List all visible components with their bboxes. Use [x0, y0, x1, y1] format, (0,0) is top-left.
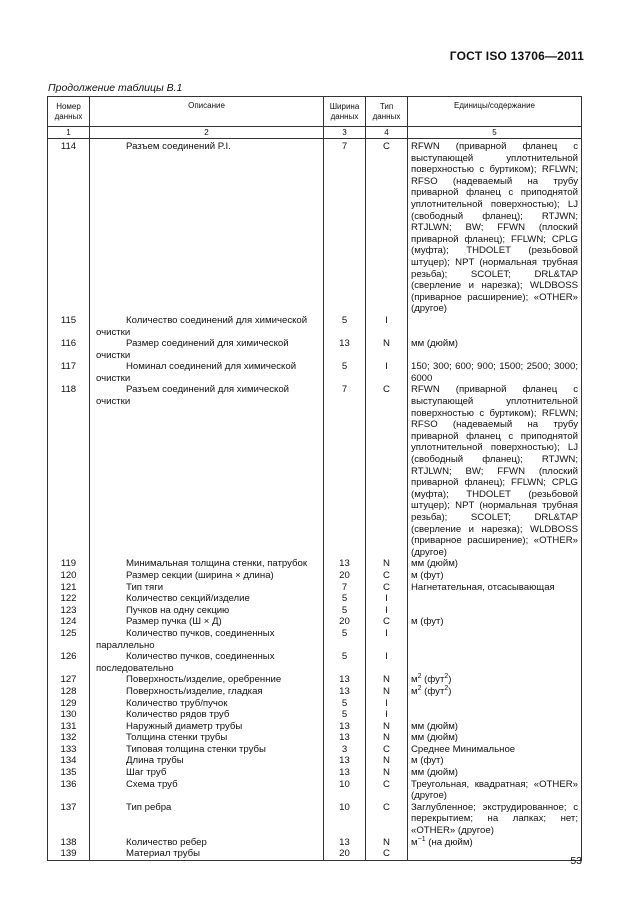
row-type: C	[366, 616, 408, 628]
row-type: N	[366, 721, 408, 733]
row-type: N	[366, 674, 408, 686]
row-description: Разъем соединений для химической очистки	[90, 384, 324, 558]
row-width: 7	[324, 384, 366, 558]
table-row	[48, 384, 582, 558]
row-number: 132	[48, 732, 90, 744]
row-type: C	[366, 582, 408, 594]
row-type: I	[366, 361, 408, 384]
row-type: I	[366, 605, 408, 617]
table-row	[48, 732, 582, 744]
row-width: 10	[324, 802, 366, 837]
table-row	[48, 651, 582, 674]
row-width: 13	[324, 558, 366, 570]
col-number: 2	[90, 127, 324, 139]
col-header-desc: Описание	[90, 97, 324, 127]
col-number: 1	[48, 127, 90, 139]
row-units: Заглубленное; экструдированное; с перекрытием; на лапках; нет; «OTHER» (другое)	[408, 802, 582, 837]
row-type: C	[366, 802, 408, 837]
row-width: 13	[324, 767, 366, 779]
row-width: 13	[324, 755, 366, 767]
row-type: I	[366, 698, 408, 710]
row-units	[408, 651, 582, 674]
table-row	[48, 767, 582, 779]
table-row	[48, 698, 582, 710]
row-type: I	[366, 628, 408, 651]
row-width: 5	[324, 361, 366, 384]
row-description: Наружный диаметр трубы	[90, 721, 324, 733]
row-width: 13	[324, 338, 366, 361]
row-width: 5	[324, 709, 366, 721]
row-width: 7	[324, 139, 366, 315]
col-number: 5	[408, 127, 582, 139]
row-type: C	[366, 744, 408, 756]
row-number: 129	[48, 698, 90, 710]
table-row	[48, 744, 582, 756]
row-description: Пучков на одну секцию	[90, 605, 324, 617]
row-description: Количество секций/изделие	[90, 593, 324, 605]
row-units: м (фут)	[408, 755, 582, 767]
row-number: 134	[48, 755, 90, 767]
row-description: Количество ребер	[90, 837, 324, 849]
row-number: 125	[48, 628, 90, 651]
row-description: Шаг труб	[90, 767, 324, 779]
row-description: Минимальная толщина стенки, патрубок	[90, 558, 324, 570]
standard-designation: ГОСТ ISO 13706—2011	[449, 49, 584, 63]
row-description: Номинал соединений для химической очистки	[90, 361, 324, 384]
row-units: $м^2$ (фут$^2$)	[408, 674, 582, 686]
row-width: 10	[324, 779, 366, 802]
row-description: Количество труб/пучок	[90, 698, 324, 710]
table-body	[48, 139, 582, 861]
table-row	[48, 709, 582, 721]
col-number: 3	[324, 127, 366, 139]
row-number: 114	[48, 139, 90, 315]
row-description: Количество соединений для химической очистки	[90, 315, 324, 338]
row-width: 13	[324, 686, 366, 698]
table-row	[48, 848, 582, 860]
row-units	[408, 315, 582, 338]
row-units: Треугольная, квадратная; «OTHER» (другое)	[408, 779, 582, 802]
page-number: 53	[570, 855, 582, 867]
row-units: 150; 300; 600; 900; 1500; 2500; 3000; 6000	[408, 361, 582, 384]
row-description: Количество пучков, соединенных параллельно	[90, 628, 324, 651]
row-description: Количество пучков, соединенных последовательно	[90, 651, 324, 674]
row-width: 7	[324, 582, 366, 594]
col-header-units: Единицы/содержание	[408, 97, 582, 127]
row-number: 119	[48, 558, 90, 570]
row-number: 116	[48, 338, 90, 361]
table-row	[48, 315, 582, 338]
row-type: N	[366, 732, 408, 744]
row-units: $м^{-1}$ (на дюйм)	[408, 837, 582, 849]
row-type: I	[366, 709, 408, 721]
table-row	[48, 605, 582, 617]
row-description: Тип тяги	[90, 582, 324, 594]
row-width: 5	[324, 651, 366, 674]
table-row	[48, 558, 582, 570]
row-units	[408, 709, 582, 721]
row-description: Материал трубы	[90, 848, 324, 860]
table-row	[48, 593, 582, 605]
table-row	[48, 139, 582, 315]
row-width: 5	[324, 315, 366, 338]
row-number: 126	[48, 651, 90, 674]
row-width: 5	[324, 593, 366, 605]
row-description: Схема труб	[90, 779, 324, 802]
row-number: 120	[48, 570, 90, 582]
col-header-width: Ширина данных	[324, 97, 366, 127]
data-table	[47, 96, 582, 861]
table-row	[48, 582, 582, 594]
row-number: 131	[48, 721, 90, 733]
row-description: Количество рядов труб	[90, 709, 324, 721]
row-number: 139	[48, 848, 90, 860]
row-type: I	[366, 593, 408, 605]
row-number: 115	[48, 315, 90, 338]
table-row	[48, 755, 582, 767]
row-units: мм (дюйм)	[408, 338, 582, 361]
row-type: I	[366, 315, 408, 338]
row-width: 13	[324, 721, 366, 733]
row-units: $м^2$ (фут$^2$)	[408, 686, 582, 698]
row-width: 3	[324, 744, 366, 756]
row-units: м (фут)	[408, 616, 582, 628]
row-number: 128	[48, 686, 90, 698]
row-units: мм (дюйм)	[408, 732, 582, 744]
row-number: 123	[48, 605, 90, 617]
row-units: мм (дюйм)	[408, 767, 582, 779]
row-type: C	[366, 570, 408, 582]
row-description: Длина трубы	[90, 755, 324, 767]
row-description: Тип ребра	[90, 802, 324, 837]
row-units	[408, 848, 582, 860]
table-row	[48, 361, 582, 384]
row-units: Нагнетательная, отсасывающая	[408, 582, 582, 594]
row-units: мм (дюйм)	[408, 558, 582, 570]
row-width: 13	[324, 732, 366, 744]
row-number: 118	[48, 384, 90, 558]
row-width: 20	[324, 616, 366, 628]
row-number: 127	[48, 674, 90, 686]
row-units: м (фут)	[408, 570, 582, 582]
row-width: 5	[324, 605, 366, 617]
row-units: RFWN (приварной фланец с выступающей уплотнительной поверхностью с буртиком); RFLWN; RFSO (надеваемый на трубу приварной фланец с приподнятой уплотнительной поверхностью); LJ (свободный фланец); RTJWN; RTJLWN; BW; FFWN (плоский приварной фланец); FFLWN; CPLG (муфта); THDOLET (резьбовой штуцер); NPT (нормальная трубная резьба); SCOLET; DRL&TAP (сверление и нарезка); WLDBOSS (приварное расширение); «OTHER» (другое)	[408, 139, 582, 315]
table-row	[48, 674, 582, 686]
table-caption: Продолжение таблицы В.1	[48, 82, 183, 94]
table-row	[48, 628, 582, 651]
table-row	[48, 570, 582, 582]
row-units	[408, 593, 582, 605]
table-row	[48, 616, 582, 628]
row-type: N	[366, 767, 408, 779]
row-number: 136	[48, 779, 90, 802]
row-units	[408, 628, 582, 651]
table-row	[48, 779, 582, 802]
row-units	[408, 698, 582, 710]
row-width: 20	[324, 570, 366, 582]
row-type: C	[366, 384, 408, 558]
row-units: Среднее Минимальное	[408, 744, 582, 756]
row-type: C	[366, 779, 408, 802]
row-type: C	[366, 139, 408, 315]
row-type: N	[366, 686, 408, 698]
row-width: 13	[324, 837, 366, 849]
row-units	[408, 605, 582, 617]
row-number: 117	[48, 361, 90, 384]
row-number: 122	[48, 593, 90, 605]
row-number: 138	[48, 837, 90, 849]
col-number: 4	[366, 127, 408, 139]
col-header-type: Тип данных	[366, 97, 408, 127]
col-header-num: Номер данных	[48, 97, 90, 127]
row-description: Типовая толщина стенки трубы	[90, 744, 324, 756]
table-row	[48, 721, 582, 733]
row-description: Размер секции (ширина × длина)	[90, 570, 324, 582]
row-description: Размер соединений для химической очистки	[90, 338, 324, 361]
row-description: Разъем соединений P.I.	[90, 139, 324, 315]
row-description: Поверхность/изделие, оребренние	[90, 674, 324, 686]
row-number: 135	[48, 767, 90, 779]
row-description: Размер пучка (Ш × Д)	[90, 616, 324, 628]
row-width: 13	[324, 674, 366, 686]
row-units: мм (дюйм)	[408, 721, 582, 733]
row-description: Поверхность/изделие, гладкая	[90, 686, 324, 698]
row-type: N	[366, 837, 408, 849]
row-width: 5	[324, 628, 366, 651]
row-type: N	[366, 755, 408, 767]
row-width: 20	[324, 848, 366, 860]
table-row	[48, 802, 582, 837]
row-number: 121	[48, 582, 90, 594]
table-row	[48, 338, 582, 361]
row-units: RFWN (приварной фланец с выступающей уплотнительной поверхностью с буртиком); RFLWN; RFSO (надеваемый на трубу приварной фланец с приподнятой уплотнительной поверхностью); LJ (свободный фланец); RTJWN; RTJLWN; BW; FFWN (плоский приварной фланец); FFLWN; CPLG (муфта); THDOLET (резьбовой штуцер); NPT (нормальная трубная резьба); SCOLET; DRL&TAP (сверление и нарезка); WLDBOSS (приварное расширение); «OTHER» (другое)	[408, 384, 582, 558]
row-width: 5	[324, 698, 366, 710]
row-number: 133	[48, 744, 90, 756]
row-description: Толщина стенки трубы	[90, 732, 324, 744]
row-number: 124	[48, 616, 90, 628]
table-row	[48, 837, 582, 849]
row-type: C	[366, 848, 408, 860]
table-row	[48, 686, 582, 698]
row-type: N	[366, 558, 408, 570]
row-number: 137	[48, 802, 90, 837]
row-type: N	[366, 338, 408, 361]
row-type: I	[366, 651, 408, 674]
row-number: 130	[48, 709, 90, 721]
